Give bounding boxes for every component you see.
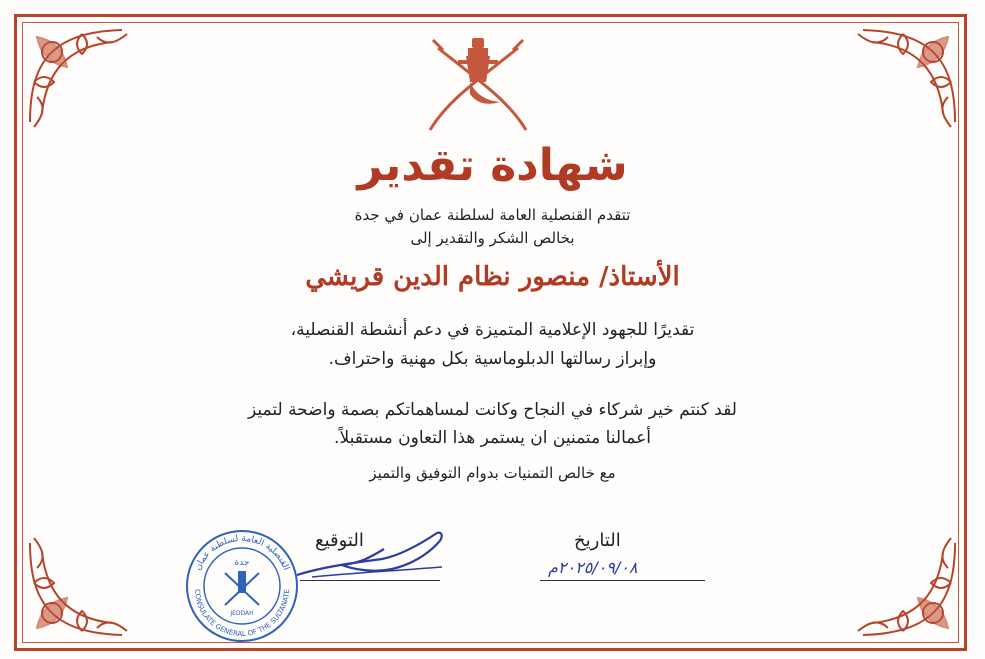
stamp-top-text: القنصلية العامة لسلطنة عمان [193, 533, 291, 572]
date-value: ٢٠٢٥/٠٩/٠٨م [548, 558, 638, 577]
corner-ornament-top-right [843, 22, 963, 132]
corner-ornament-bottom-left [22, 533, 142, 643]
recipient-name: الأستاذ/ منصور نظام الدين قريشي [305, 262, 680, 292]
intro-line-2: بخالص الشكر والتقدير إلى [410, 229, 575, 247]
body-line-1: تقديرًا للجهود الإعلامية المتميزة في دعم أنشطة القنصلية، [290, 320, 695, 340]
stamp-city-en-text: JEDDAH [230, 610, 254, 617]
signature-label: التوقيع [315, 530, 364, 551]
oman-emblem-icon [418, 30, 538, 140]
handwritten-signature [292, 525, 457, 585]
date-line [540, 580, 705, 581]
date-label: التاريخ [574, 530, 621, 551]
stamp-bottom-text: CONSULATE GENERAL OF THE SULTANATE [192, 588, 292, 639]
stamp-city-text: جدة [234, 558, 250, 568]
body-line-3: لقد كنتم خير شركاء في النجاح وكانت لمساهماتكم بصمة واضحة لتميز [248, 400, 737, 420]
closing-line: مع خالص التمنيات بدوام التوفيق والتميز [369, 464, 616, 482]
corner-ornament-top-left [22, 22, 142, 132]
corner-ornament-bottom-right [843, 533, 963, 643]
certificate-title: شهادة تقدير [357, 140, 628, 191]
body-line-4: أعمالنا متمنين ان يستمر هذا التعاون مستقبلاً. [334, 428, 651, 448]
intro-line-1: تتقدم القنصلية العامة لسلطنة عمان في جدة [354, 206, 631, 224]
consulate-stamp [183, 527, 301, 645]
body-line-2: وإبراز رسالتها الدبلوماسية بكل مهنية واحتراف. [328, 349, 657, 369]
